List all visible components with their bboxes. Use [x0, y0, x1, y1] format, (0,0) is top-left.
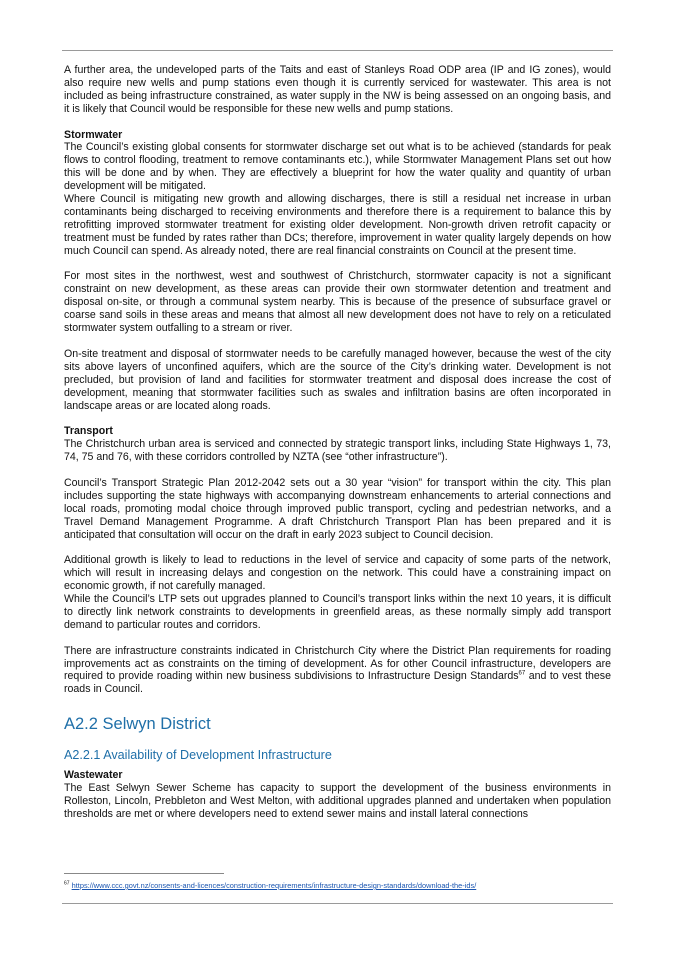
- footer-rule: [62, 903, 613, 904]
- heading-wastewater: Wastewater: [64, 769, 123, 782]
- footnote-number: 67: [64, 880, 70, 887]
- header-rule: [62, 50, 613, 51]
- paragraph-transport-plan: Council’s Transport Strategic Plan 2012-2042 sets out a 30 year “vision” for transport within the city. This plan includes supporting the state highways with accompanying downstream enhancements to arterial connections and local roads, promoting modal choice through improved public transport, cycling and pedestrian networks, and a Travel Demand Management Programme. A draft Christchurch Transport Plan has been prepared and it is anticipated that consultation will occur on the draft in early 2023 subject to Council decision.: [64, 476, 611, 541]
- heading-transport: Transport: [64, 425, 113, 438]
- paragraph-additional-growth: Additional growth is likely to lead to reductions in the level of service and capacity of some parts of the network, which will result in increasing delays and congestion on the network. This could have a constraining impact on economic growth, if not carefully managed.: [64, 554, 611, 593]
- paragraph-taits-area: A further area, the undeveloped parts of the Taits and east of Stanleys Road ODP area (IP and IG zones), would also require new wells and pump stations even though it is currently serviced for wastewater. This area is not included as being infrastructure constrained, as water supply in the NW is being assessed on an ongoing basis, and it is likely that Council would be responsible for these new wells and pump stations.: [64, 64, 611, 115]
- paragraph-northwest-sites: For most sites in the northwest, west and southwest of Christchurch, stormwater capacity is not a significant constraint on new development, as these areas can provide their own stormwater detention and treatment and disposal on-site, or through a communal system nearby. This is because of the presence of subsurface gravel or coarse sand soils in these areas and means that almost all new development does not have to rely on a reticulated stormwater system outfalling to a stream or river.: [64, 270, 611, 335]
- section-heading-selwyn: A2.2 Selwyn District: [64, 715, 211, 734]
- heading-stormwater: Stormwater: [64, 128, 123, 141]
- paragraph-infrastructure-text: There are infrastructure constraints indicated in Christchurch City where the District Plan requirements for roading improvements act as constraints on the timing of development. As for other Council infrastructure, developers are required to provide roading within new business subdivisions to Infrastructure Design Standards: [64, 644, 611, 683]
- footnote-link[interactable]: https://www.ccc.govt.nz/consents-and-licences/construction-requirements/infrastructure-design-standards/download-the-ids/: [71, 881, 477, 890]
- paragraph-strategic-links: The Christchurch urban area is serviced and connected by strategic transport links, including State Highways 1, 73, 74, 75 and 76, with these corridors controlled by NZTA (see “other infrastructure”).: [64, 438, 611, 464]
- footnote: [64, 881, 611, 890]
- footnote-ref-67[interactable]: 67: [518, 670, 526, 677]
- paragraph-infrastructure-end: and to vest these roads in Council.: [64, 670, 611, 696]
- paragraph-ltp-upgrades: While the Council’s LTP sets out upgrades planned to Council’s transport links within the next 10 years, it is difficult to directly link network constraints to developments in greenfield areas, as these normally simply add transport demand to particular routes and corridors.: [64, 593, 611, 631]
- paragraph-onsite-treatment: On-site treatment and disposal of stormwater needs to be carefully managed however, because the west of the city sits above layers of unconfined aquifers, which are the source of the City’s drinking water. Development is not precluded, but provision of land and facilities for stormwater treatment and disposal does increase the cost of development, meaning that stormwater facilities such as swales and infiltration basins are often incorporated in landscape areas or are located along roads.: [64, 347, 611, 412]
- paragraph-global-consents: The Council’s existing global consents for stormwater discharge set out what is to be achieved (standards for peak flows to control flooding, treatment to remove contaminants etc.), while Stormwater Management Plans set out how this will be done and by when. They are effectively a blueprint for how the water quality and quantity of urban development will be mitigated.: [64, 141, 611, 193]
- paragraph-infrastructure-constraints: [64, 645, 611, 697]
- subsection-heading-availability: A2.2.1 Availability of Development Infrastructure: [64, 748, 332, 763]
- paragraph-retrofitting: Where Council is mitigating new growth and allowing discharges, there is still a residual net increase in urban contaminants being discharged to receiving environments and therefore there is a requirement to balance this by retrofitting improved stormwater treatment for existing older development. Non-growth driven retrofit capacity or treatment must be funded by rates rather than DCs; therefore, improvement in water quality largely depends on how much Council can spend. As already noted, there are real financial constraints on Council at the present time.: [64, 193, 611, 257]
- footnote-separator: [64, 873, 224, 874]
- page-body: [64, 64, 611, 821]
- paragraph-east-selwyn-sewer: The East Selwyn Sewer Scheme has capacity to support the development of the business environments in Rolleston, Lincoln, Prebbleton and West Melton, with additional upgrades planned and undertaken when population thresholds are met or where developers need to extend sewer mains and install lateral connections: [64, 782, 611, 821]
